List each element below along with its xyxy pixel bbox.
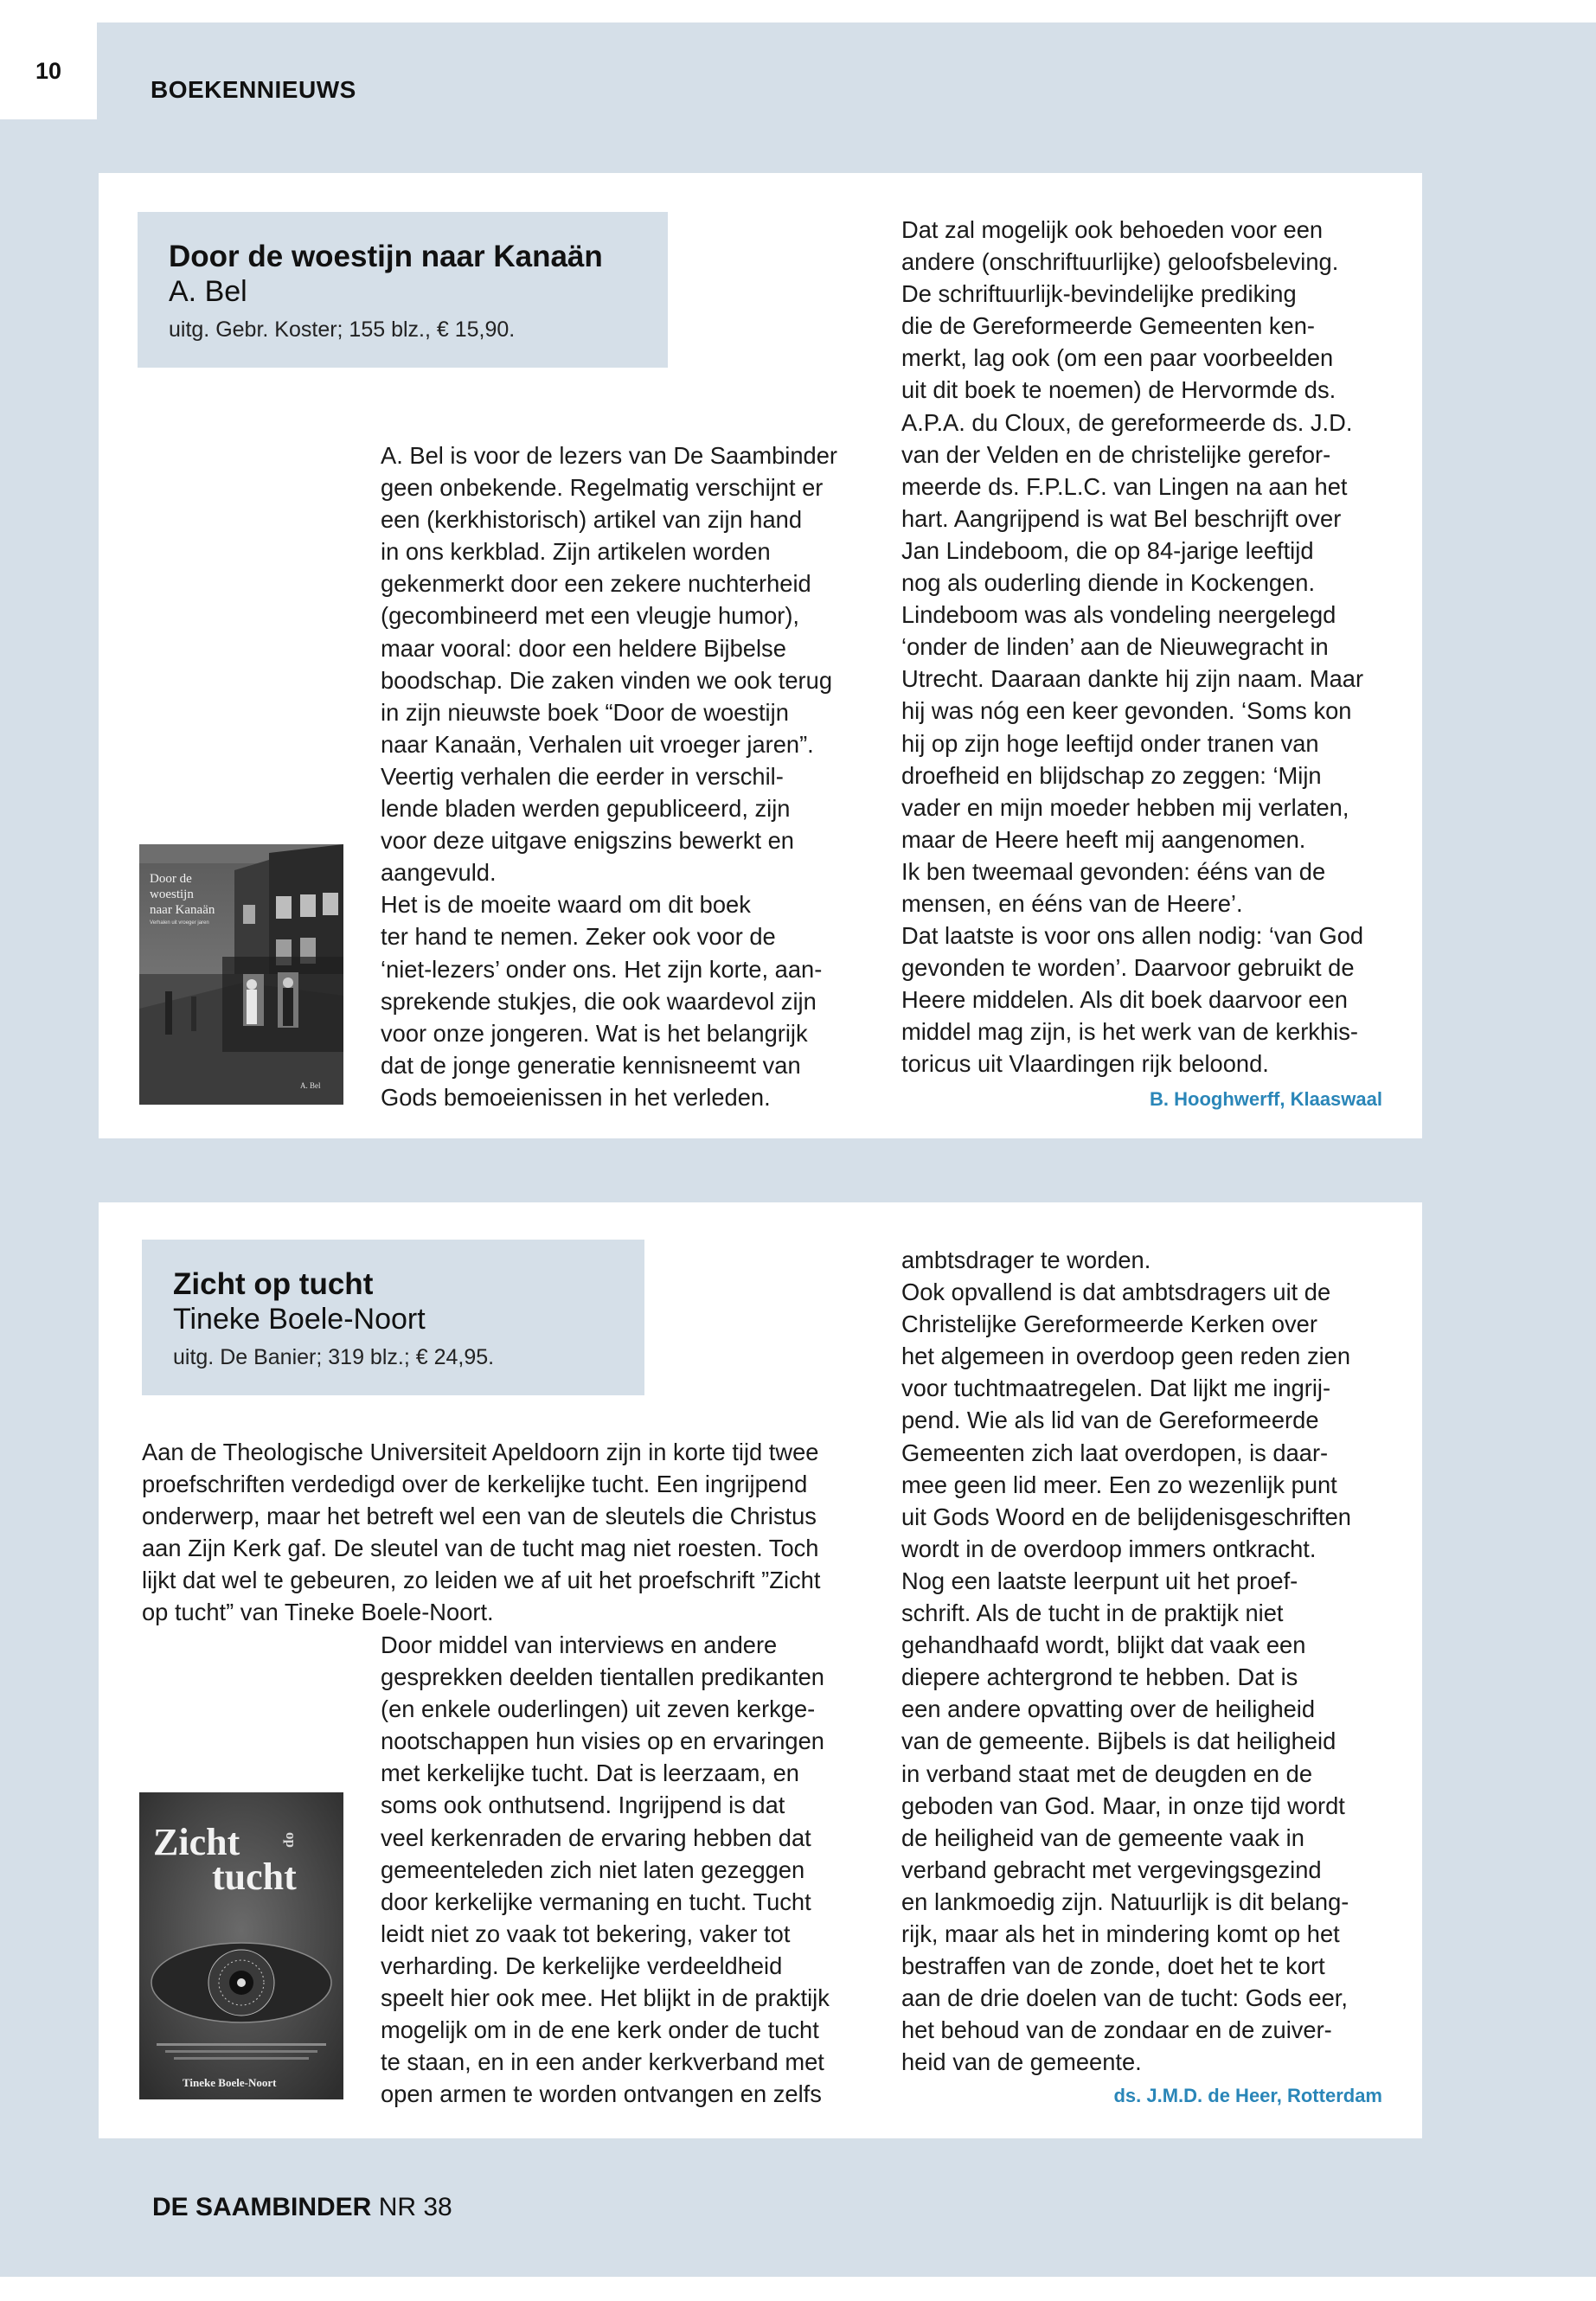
text-line: speelt hier ook mee. Het blijkt in de praktijk [381, 1984, 830, 2012]
text-line: Utrecht. Daaraan dankte hij zijn naam. Maar [901, 665, 1364, 693]
text-line: in zijn nieuwste boek “Door de woestijn [381, 698, 789, 726]
text-line: Heere middelen. Als dit boek daarvoor een [901, 986, 1348, 1014]
text-line: maar de Heere heeft mij aangenomen. [901, 825, 1306, 853]
text-line: Dat laatste is voor ons allen nodig: ‘van God [901, 922, 1364, 950]
cover-subtitle: Verhalen uit vroeger jaren [150, 920, 209, 926]
text-line: boodschap. Die zaken vinden we ook terug [381, 666, 833, 694]
text-line: sprekende stukjes, die ook waardevol zijn [381, 987, 817, 1015]
text-line: hij was nóg een keer gevonden. ‘Soms kon [901, 697, 1352, 725]
book-cover-photo [139, 844, 343, 1105]
text-line: hij op zijn hoge leeftijd onder tranen van [901, 729, 1319, 757]
reviewer-signature: ds. J.M.D. de Heer, Rotterdam [1113, 2085, 1382, 2106]
text-line: middel mag zijn, is het werk van de kerkhis- [901, 1018, 1358, 1046]
text-line: gesprekken deelden tientallen predikanten [381, 1663, 824, 1691]
text-line: van der Velden en de christelijke gerefor- [901, 440, 1331, 468]
text-line: maar vooral: door een heldere Bijbelse [381, 634, 786, 662]
book-publisher: uitg. De Banier; 319 blz.; € 24,95. [173, 1345, 495, 1369]
cover-title-main: Zicht [153, 1821, 240, 1863]
book-title: Door de woestijn naar Kanaän [169, 240, 603, 273]
review-1-header [138, 212, 668, 368]
review-card-2 [99, 1202, 1422, 2138]
text-line: gehandhaafd wordt, blijkt dat vaak een [901, 1631, 1306, 1659]
reviewer-signature: B. Hooghwerff, Klaaswaal [1150, 1088, 1382, 1110]
text-line: verband gebracht met vergevingsgezind [901, 1856, 1322, 1883]
text-line: mensen, en ééns van de Heere’. [901, 889, 1243, 917]
text-line: voor tuchtmaatregelen. Dat lijkt me ingrij- [901, 1375, 1331, 1402]
text-line: uit dit boek te noemen) de Hervormde ds. [901, 376, 1336, 404]
text-line: Jan Lindeboom, die op 84-jarige leeftijd [901, 536, 1314, 564]
text-line: Het is de moeite waard om dit boek [381, 891, 751, 919]
top-margin [0, 0, 1596, 22]
eye-emblem-icon [151, 1943, 331, 2022]
text-line: droefheid en blijdschap zo zeggen: ‘Mijn [901, 761, 1322, 789]
text-line: vader en mijn moeder hebben mij verlaten, [901, 793, 1349, 821]
text-line: door kerkelijke vermaning en tucht. Tucht [381, 1888, 811, 1915]
text-line: aangevuld. [381, 859, 497, 887]
text-line: gekenmerkt door een zekere nuchterheid [381, 570, 811, 598]
text-line: Aan de Theologische Universiteit Apeldoorn zijn in korte tijd twee [142, 1439, 819, 1465]
text-line: nootschappen hun visies op en ervaringen [381, 1727, 824, 1755]
cover-title-second: tucht [212, 1856, 297, 1898]
text-line: lende bladen werden gepubliceerd, zijn [381, 795, 791, 823]
text-line: de heiligheid van de gemeente vaak in [901, 1823, 1304, 1851]
text-line: open armen te worden ontvangen en zelfs [381, 2080, 822, 2108]
text-line: ambtsdrager te worden. [901, 1247, 1151, 1273]
review-1-column-1 [381, 439, 900, 1113]
text-line: bestraffen van de zonde, doet het te kort [901, 1952, 1325, 1980]
text-line: hart. Aangrijpend is wat Bel beschrijft over [901, 504, 1342, 532]
text-line: De schriftuurlijk-bevindelijke prediking [901, 280, 1297, 308]
text-line: op tucht” van Tineke Boele-Noort. [142, 1599, 494, 1626]
cover-title-line: Door de [150, 872, 192, 886]
text-line: onderwerp, maar het betreft wel een van de sleutels die Christus [142, 1503, 817, 1530]
text-line: Christelijke Gereformeerde Kerken over [901, 1311, 1317, 1338]
cover-title-side: op [283, 1832, 299, 1848]
text-line: in verband staat met de deugden en de [901, 1759, 1313, 1787]
book-cover-graphic [139, 1792, 343, 2099]
text-line: een andere opvatting over de heiligheid [901, 1695, 1316, 1723]
text-line: geen onbekende. Regelmatig verschijnt er [381, 474, 824, 502]
text-line: leidt niet zo vaak tot bekering, vaker tot [381, 1920, 791, 1947]
book-publisher: uitg. Gebr. Koster; 155 blz., € 15,90. [169, 317, 516, 342]
text-line: aan de drie doelen van de tucht: Gods eer, [901, 1984, 1348, 2012]
text-line: Door middel van interviews en andere [381, 1631, 778, 1658]
text-line: (gecombineerd met een vleugje humor), [381, 602, 800, 630]
text-line: schrift. Als de tucht in de praktijk niet [901, 1599, 1284, 1627]
review-2-header [142, 1240, 644, 1395]
review-1-column-2 [901, 214, 1412, 1080]
text-line: het algemeen in overdoop geen reden zien [901, 1343, 1351, 1370]
review-2-column-1 [381, 1629, 900, 2110]
text-line: heid van de gemeente. [901, 2048, 1142, 2076]
text-line: A. Bel is voor de lezers van De Saambinder [381, 442, 837, 469]
book-author: A. Bel [169, 275, 247, 308]
text-line: in ons kerkblad. Zijn artikelen worden [381, 538, 771, 566]
text-line: aan Zijn Kerk gaf. De sleutel van de tucht mag niet roesten. Toch [142, 1535, 819, 1562]
review-2-column-2 [901, 1244, 1412, 2078]
text-line: diepere achtergrond te hebben. Dat is [901, 1663, 1298, 1691]
text-line: voor deze uitgave enigszins bewerkt en [381, 827, 794, 855]
cover-title-line: naar Kanaän [150, 903, 215, 917]
text-line: verharding. De kerkelijke verdeeldheid [381, 1952, 783, 1979]
text-line: Lindeboom was als vondeling neergelegd [901, 601, 1336, 629]
text-line: andere (onschriftuurlijke) geloofsbeleving. [901, 248, 1339, 276]
book-title: Zicht op tucht [173, 1267, 374, 1301]
text-line: dat de jonge generatie kennisneemt van [381, 1051, 801, 1079]
text-line: (en enkele ouderlingen) uit zeven kerkge- [381, 1695, 816, 1723]
text-line: mee geen lid meer. Een zo wezenlijk punt [901, 1471, 1337, 1498]
book-author: Tineke Boele-Noort [173, 1303, 426, 1336]
text-line: Veertig verhalen die eerder in verschil- [381, 762, 784, 790]
text-line: toricus uit Vlaardingen rijk beloond. [901, 1050, 1269, 1078]
text-line: Gods bemoeienissen in het verleden. [381, 1083, 771, 1111]
footer-brand: DE SAAMBINDER [152, 2193, 372, 2221]
text-line: meerde ds. F.P.L.C. van Lingen na aan het [901, 472, 1348, 500]
text-line: voor onze jongeren. Wat is het belangrijk [381, 1019, 808, 1047]
text-line: naar Kanaän, Verhalen uit vroeger jaren”. [381, 730, 814, 758]
text-line: van de gemeente. Bijbels is dat heiligheid [901, 1727, 1336, 1755]
text-line: die de Gereformeerde Gemeenten ken- [901, 312, 1315, 340]
page-number: 10 [0, 22, 97, 119]
text-line: A.P.A. du Cloux, de gereformeerde ds. J.D. [901, 408, 1353, 436]
text-line: proefschriften verdedigd over de kerkelijke tucht. Een ingrijpend [142, 1471, 808, 1498]
text-line: gevonden te worden’. Daarvoor gebruikt de [901, 954, 1355, 982]
bottom-margin [0, 2277, 1596, 2301]
cover-author: Tineke Boele-Noort [183, 2076, 277, 2089]
text-line: lijkt dat wel te gebeuren, zo leiden we af uit het proefschrift ”Zicht [142, 1567, 821, 1594]
text-line: te staan, en in een ander kerkverband met [381, 2048, 824, 2076]
review-card-1 [99, 173, 1422, 1138]
text-line: gemeenteleden zich niet laten gezeggen [381, 1856, 805, 1883]
cover-title-line: woestijn [150, 888, 194, 901]
text-line: Gemeenten zich laat overdopen, is daar- [901, 1439, 1329, 1466]
review-2-intro [142, 1436, 886, 1629]
text-line: rijk, maar als het in mindering komt op het [901, 1920, 1340, 1947]
text-line: geboden van God. Maar, in onze tijd wordt [901, 1791, 1345, 1819]
text-line: Ik ben tweemaal gevonden: ééns van de [901, 857, 1326, 885]
text-line: veel kerkenraden de ervaring hebben dat [381, 1823, 811, 1851]
text-line: soms ook onthutsend. Ingrijpend is dat [381, 1791, 785, 1819]
section-title: BOEKENNIEUWS [151, 76, 356, 103]
footer-issue: NR 38 [378, 2193, 452, 2221]
text-line: met kerkelijke tucht. Dat is leerzaam, en [381, 1759, 799, 1787]
text-line: ‘onder de linden’ aan de Nieuwegracht in [901, 633, 1329, 661]
text-line: Dat zal mogelijk ook behoeden voor een [901, 216, 1324, 243]
cover-author: A. Bel [300, 1081, 321, 1090]
text-line: en lankmoedig zijn. Natuurlijk is dit belang- [901, 1888, 1349, 1915]
text-line: ‘niet-lezers’ onder ons. Het zijn korte, aan- [381, 955, 823, 983]
text-line: mogelijk om in de ene kerk onder de tucht [381, 2016, 819, 2044]
book-cover-image [139, 844, 343, 1105]
text-line: pend. Wie als lid van de Gereformeerde [901, 1407, 1319, 1434]
text-line: een (kerkhistorisch) artikel van zijn hand [381, 506, 803, 534]
text-line: uit Gods Woord en de belijdenisgeschriften [901, 1503, 1351, 1530]
text-line: ter hand te nemen. Zeker ook voor de [381, 923, 776, 951]
text-line: nog als ouderling diende in Kockengen. [901, 569, 1316, 597]
text-line: Ook opvallend is dat ambtsdragers uit de [901, 1279, 1331, 1306]
book-cover-image [139, 1792, 343, 2099]
text-line: wordt in de overdoop immers ontkracht. [901, 1535, 1317, 1562]
text-line: het behoud van de zondaar en de zuiver- [901, 2016, 1332, 2044]
text-line: merkt, lag ook (om een paar voorbeelden [901, 344, 1334, 372]
text-line: Nog een laatste leerpunt uit het proef- [901, 1567, 1298, 1594]
footer [152, 2193, 452, 2222]
